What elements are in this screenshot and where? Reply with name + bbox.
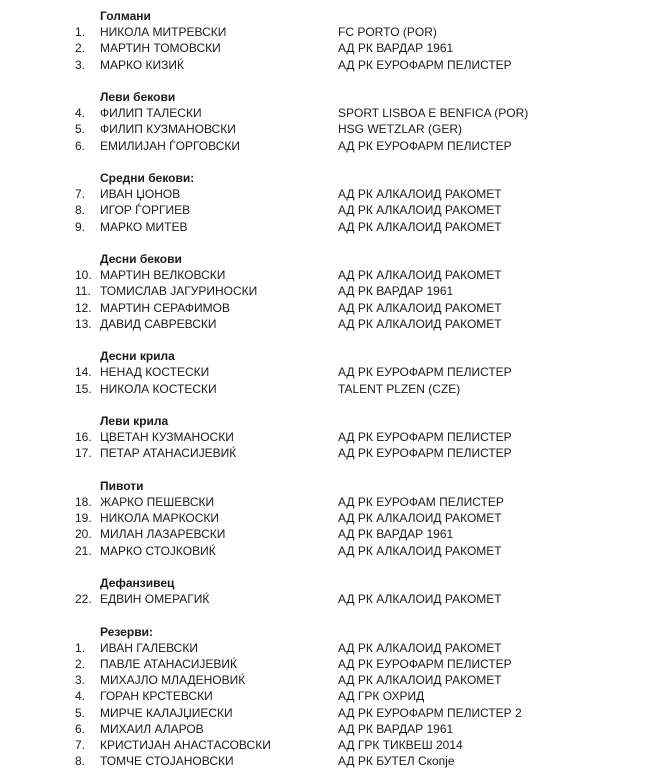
player-name: ЕМИЛИЈАН ЃОРГОВСКИ <box>100 138 241 153</box>
player-row <box>0 138 660 154</box>
player-number: 5. <box>75 122 86 137</box>
player-row <box>0 186 660 202</box>
player-row <box>0 283 660 299</box>
player-club: АД РК ЕУРОФАРМ ПЕЛИСТЕР <box>338 365 512 380</box>
player-name: МАРТИН СЕРАФИМОВ <box>100 300 230 315</box>
player-name: НИКОЛА МАРКОСКИ <box>100 511 220 526</box>
section-desni-krila <box>0 348 660 397</box>
player-number: 3. <box>75 673 86 688</box>
player-row <box>0 381 660 397</box>
player-name: МИЛАН ЛАЗАРЕВСКИ <box>100 527 226 542</box>
player-name: НИКОЛА КОСТЕСКИ <box>100 381 217 396</box>
player-name: НЕНАД КОСТЕСКИ <box>100 365 210 380</box>
player-name: МАРТИН ТОМОВСКИ <box>100 41 221 56</box>
player-club: АД ГРК ОХРИД <box>338 689 425 704</box>
section-defanzivec <box>0 575 660 607</box>
player-name: ИГОР ЃОРГИЕВ <box>100 203 191 218</box>
player-club: АД РК ЕУРОФАРМ ПЕЛИСТЕР <box>338 657 512 671</box>
section-desni-bekovi <box>0 251 660 332</box>
player-row <box>0 316 660 332</box>
player-club: АД РК АЛКАЛОИД РАКОМЕТ <box>338 592 502 607</box>
player-row <box>0 737 660 753</box>
player-name: ТОМИСЛАВ ЈАГУРИНОСКИ <box>100 284 258 299</box>
player-club: АД РК АЛКАЛОИД РАКОМЕТ <box>338 511 502 526</box>
player-club: АД РК БУТЕЛ Скопје <box>338 754 455 769</box>
player-name: МАРКО СТОЈКОВИЌ <box>100 543 216 558</box>
player-number: 4. <box>75 689 86 704</box>
player-number: 11. <box>75 284 91 299</box>
player-row <box>0 688 660 704</box>
section-heading-sredni-bekovi: Средни бекови: <box>100 171 195 185</box>
section-heading-pivoti: Пивоти <box>100 478 144 493</box>
player-name: ЖАРКО ПЕШЕВСКИ <box>100 495 215 509</box>
section-rezervi <box>0 624 660 770</box>
player-row <box>0 202 660 218</box>
player-row <box>0 526 660 542</box>
player-club: АД РК ВАРДАР 1961 <box>338 41 454 56</box>
player-row <box>0 510 660 526</box>
player-row <box>0 640 660 656</box>
player-row <box>0 105 660 121</box>
player-name: ПЕТАР АТАНАСИЈЕВИЌ <box>100 446 237 461</box>
player-club: АД РК ЕУРОФАМ ПЕЛИСТЕР <box>338 495 504 509</box>
player-number: 8. <box>75 754 86 769</box>
player-row <box>0 219 660 235</box>
section-heading-golmani: Голмани <box>100 9 151 23</box>
player-club: SPORT LISBOA E BENFICA (POR) <box>338 106 529 121</box>
player-number: 8. <box>75 203 86 218</box>
player-row <box>0 445 660 461</box>
player-number: 1. <box>75 640 86 655</box>
section-heading-defanzivec: Дефанзивец <box>100 576 175 590</box>
player-number: 5. <box>75 705 86 720</box>
section-heading-levi-krila: Леви крила <box>100 414 169 428</box>
player-club: АД РК АЛКАЛОИД РАКОМЕТ <box>338 300 502 315</box>
player-number: 20. <box>75 527 92 542</box>
player-name: ТОМЧЕ СТОЈАНОВСКИ <box>100 754 234 769</box>
player-name: МИРЧЕ КАЛАЈЏИЕСКИ <box>100 705 233 720</box>
player-row <box>0 494 660 510</box>
player-number: 17. <box>75 446 92 461</box>
player-row <box>0 57 660 73</box>
player-row <box>0 656 660 672</box>
player-row <box>0 591 660 607</box>
player-name: НИКОЛА МИТРЕВСКИ <box>100 25 227 40</box>
player-club: HSG WETZLAR (GER) <box>338 122 463 137</box>
player-row <box>0 24 660 40</box>
player-club: АД РК ЕУРОФАРМ ПЕЛИСТЕР 2 <box>338 705 522 720</box>
player-club: АД РК ВАРДАР 1961 <box>338 527 454 542</box>
player-club: АД РК ВАРДАР 1961 <box>338 284 454 299</box>
player-number: 10. <box>75 268 92 283</box>
player-number: 2. <box>75 41 86 56</box>
player-club: АД РК АЛКАЛОИД РАКОМЕТ <box>338 673 502 688</box>
player-club: АД РК АЛКАЛОИД РАКОМЕТ <box>338 268 502 283</box>
player-row <box>0 672 660 688</box>
player-number: 2. <box>75 657 86 671</box>
player-name: МАРКО КИЗИЌ <box>100 57 185 72</box>
player-number: 15. <box>75 381 92 396</box>
player-number: 22. <box>75 592 92 607</box>
player-number: 14. <box>75 365 92 380</box>
player-name: ЕДВИН ОМЕРАГИЌ <box>100 592 210 607</box>
player-row <box>0 364 660 380</box>
player-number: 4. <box>75 106 86 121</box>
player-roster <box>0 8 660 769</box>
player-number: 1. <box>75 25 86 40</box>
player-name: ГОРАН КРСТЕВСКИ <box>100 689 213 704</box>
player-club: АД РК ЕУРОФАРМ ПЕЛИСТЕР <box>338 446 512 461</box>
player-club: АД ГРК ТИКВЕШ 2014 <box>338 738 463 753</box>
section-heading-desni-bekovi: Десни бекови <box>100 252 182 266</box>
player-number: 19. <box>75 511 92 526</box>
player-name: ДАВИД САВРЕВСКИ <box>100 316 217 331</box>
player-club: АД РК АЛКАЛОИД РАКОМЕТ <box>338 219 502 234</box>
player-row <box>0 40 660 56</box>
player-number: 7. <box>75 187 86 202</box>
section-heading-desni-krila: Десни крила <box>100 349 175 364</box>
player-number: 13. <box>75 316 92 331</box>
player-number: 3. <box>75 57 86 72</box>
player-name: ФИЛИП ТАЛЕСКИ <box>100 106 202 121</box>
player-club: FC PORTO (POR) <box>338 25 437 40</box>
section-golmani <box>0 8 660 73</box>
player-row <box>0 267 660 283</box>
player-club: АД РК АЛКАЛОИД РАКОМЕТ <box>338 543 502 558</box>
player-club: АД РК АЛКАЛОИД РАКОМЕТ <box>338 187 502 202</box>
player-name: МАРКО МИТЕВ <box>100 219 188 234</box>
player-row <box>0 721 660 737</box>
player-club: АД РК ВАРДАР 1961 <box>338 721 454 736</box>
player-row <box>0 753 660 769</box>
player-row <box>0 705 660 721</box>
player-number: 9. <box>75 219 86 234</box>
player-club: АД РК АЛКАЛОИД РАКОМЕТ <box>338 203 502 218</box>
player-name: ФИЛИП КУЗМАНОВСКИ <box>100 122 236 137</box>
player-name: МИХАЈЛО МЛАДЕНОВИЌ <box>100 673 246 688</box>
player-number: 21. <box>75 543 92 558</box>
section-heading-levi-bekovi: Леви бекови <box>100 90 176 104</box>
player-club: АД РК АЛКАЛОИД РАКОМЕТ <box>338 316 502 331</box>
player-club: АД РК ЕУРОФАРМ ПЕЛИСТЕР <box>338 138 512 153</box>
player-club: АД РК ЕУРОФАРМ ПЕЛИСТЕР <box>338 57 512 72</box>
player-number: 7. <box>75 738 86 753</box>
section-heading-rezervi: Резерви: <box>100 624 153 639</box>
player-row <box>0 121 660 137</box>
player-club: АД РК ЕУРОФАРМ ПЕЛИСТЕР <box>338 430 512 445</box>
player-number: 18. <box>75 495 92 509</box>
player-name: ЦВЕТАН КУЗМАНОСКИ <box>100 430 234 445</box>
player-number: 12. <box>75 300 92 315</box>
player-number: 6. <box>75 138 86 153</box>
player-name: ИВАН ГАЛЕВСКИ <box>100 640 198 655</box>
section-levi-bekovi <box>0 89 660 154</box>
player-club: TALENT PLZEN (CZE) <box>338 381 461 396</box>
player-name: ПАВЛЕ АТАНАСИЈЕВИЌ <box>100 657 238 671</box>
player-row <box>0 300 660 316</box>
player-number: 6. <box>75 721 86 736</box>
player-number: 16. <box>75 430 92 445</box>
player-row <box>0 543 660 559</box>
player-name: МИХАИЛ АЛАРОВ <box>100 721 204 736</box>
section-pivoti <box>0 478 660 559</box>
player-name: ИВАН ЏОНОВ <box>100 187 181 202</box>
player-club: АД РК АЛКАЛОИД РАКОМЕТ <box>338 640 502 655</box>
player-name: КРИСТИЈАН АНАСТАСОВСКИ <box>100 738 271 753</box>
section-levi-krila <box>0 413 660 462</box>
player-name: МАРТИН ВЕЛКОВСКИ <box>100 268 226 283</box>
player-row <box>0 429 660 445</box>
section-sredni-bekovi <box>0 170 660 235</box>
